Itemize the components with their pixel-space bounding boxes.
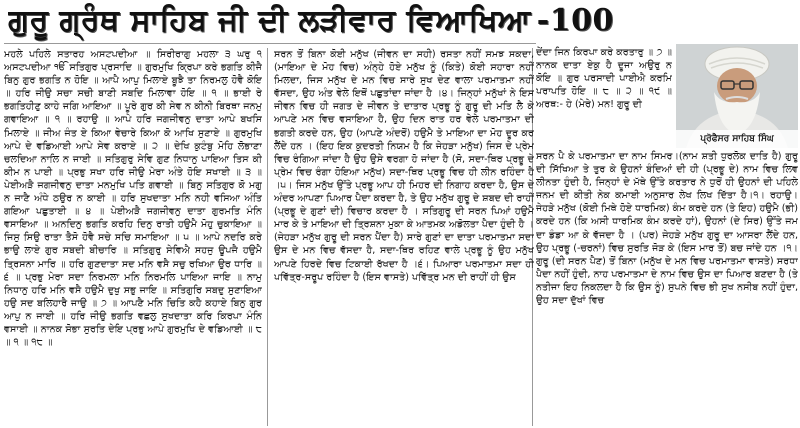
title-divider: [4, 43, 536, 44]
series-title: ਗੁਰੂ ਗ੍ਰੰਥ ਸਾਹਿਬ ਜੀ ਦੀ ਲੜੀਵਾਰ ਵਿਆਖਿਆ: [8, 3, 531, 38]
meaning-text: ਸਰਨ ਤੋਂ ਬਿਨਾ ਕੋਈ ਮਨੁੱਖ (ਜੀਵਨ ਦਾ ਸਹੀ) ਰਸਤਾ ਨਹੀਂ ਸਮਝ ਸਕਦਾ, (ਮਾਇਆ ਦੇ ਮੋਹ ਵਿਚ) ਅੰਨ੍ਹੇ ਹੋਏ ਮਨੁੱਖ ਨੂੰ (ਕਿਤੇ) ਕੋਈ ਸਹਾਰਾ ਨਹੀਂ ਮਿਲਦਾ, ਜਿਸ ਮਨੁੱਖ ਦੇ ਮਨ ਵਿਚ ਸਾਰੇ ਸੁਖ ਦੇਣ ਵਾਲਾ ਪਰਮਾਤਮਾ ਨਹੀਂ ਵੱਸਦਾ, ਉਹ ਅੰਤ ਵੇਲੇ ਇਥੋਂ ਪਛੁਤਾਂਦਾ ਜਾਂਦਾ ਹੈ ।੪। ਜਿਨ੍ਹਾਂ ਮਨੁੱਖਾਂ ਨੇ ਇਸ ਜੀਵਨ ਵਿਚ ਹੀ ਜਗਤ ਦੇ ਜੀਵਨ ਤੇ ਦਾਤਾਰ ਪ੍ਰਭੂ ਨੂੰ ਗੁਰੂ ਦੀ ਮਤਿ ਲੈ ਕੇ ਆਪਣੇ ਮਨ ਵਿਚ ਵਸਾਇਆ ਹੈ, ਉਹ ਦਿਨ ਰਾਤ ਹਰ ਵੇਲੇ ਪਰਮਾਤਮਾ ਦੀ ਭਗਤੀ ਕਰਦੇ ਹਨ, ਉਹ (ਆਪਣੇ ਅੰਦਰੋਂ) ਹਉਮੈ ਤੇ ਮਾਇਆ ਦਾ ਮੋਹ ਦੂਰ ਕਰ ਲੈਂਦੇ ਹਨ । (ਇਹ ਇਕ ਕੁਦਰਤੀ ਨਿਯਮ ਹੈ ਕਿ ਜੇਹੜਾ ਮਨੁੱਖ) ਜਿਸ ਦੇ ਪ੍ਰੇਮ ਵਿਚ ਰੰਗਿਆ ਜਾਂਦਾ ਹੈ ਉਹ ਉਸੇ ਵਰਗਾ ਹੋ ਜਾਂਦਾ ਹੈ (ਸੋ, ਸਦਾ-ਥਿਰ ਪ੍ਰਭੂ ਦੇ ਪ੍ਰੇਮ ਵਿਚ ਰੰਗਾ ਹੋਇਆ ਮਨੁੱਖ) ਸਦਾ-ਥਿਰ ਪ੍ਰਭੂ ਵਿਚ ਹੀ ਲੀਨ ਰਹਿੰਦਾ ਹੈ ।੫। ਜਿਸ ਮਨੁੱਖ ਉੱਤੇ ਪ੍ਰਭੂ ਆਪ ਹੀ ਮਿਹਰ ਦੀ ਨਿਗਾਹ ਕਰਦਾ ਹੈ, ਉਸ ਦੇ ਅੰਦਰ ਆਪਣਾ ਪਿਆਰ ਪੈਦਾ ਕਰਦਾ ਹੈ, ਤੇ ਉਹ ਮਨੁੱਖ ਗੁਰੂ ਦੇ ਸ਼ਬਦ ਦੀ ਰਾਹੀਂ (ਪ੍ਰਭੂ ਦੇ ਗੁਣਾਂ ਦੀ) ਵਿਚਾਰ ਕਰਦਾ ਹੈ । ਸਤਿਗੁਰੂ ਦੀ ਸਰਨ ਪਿਆਂ ਹਉਮੈ ਮਾਰ ਕੇ ਤੇ ਮਾਇਆ ਦੀ ਤ੍ਰਿਸ਼ਨਾ ਮੁਕਾ ਕੇ ਆਤਮਕ ਅਡੋਲਤਾ ਪੈਦਾ ਹੁੰਦੀ ਹੈ । (ਜੇਹੜਾ ਮਨੁੱਖ ਗੁਰੂ ਦੀ ਸਰਨ ਪੈਂਦਾ ਹੈ) ਸਾਰੇ ਗੁਣਾਂ ਦਾ ਦਾਤਾ ਪਰਮਾਤਮਾ ਸਦਾ ਉਸ ਦੇ ਮਨ ਵਿਚ ਵੱਸਦਾ ਹੈ, ਸਦਾ-ਥਿਰ ਰਹਿਣ ਵਾਲੇ ਪ੍ਰਭੂ ਨੂੰ ਉਹ ਮਨੁੱਖ ਆਪਣੇ ਹਿਰਦੇ ਵਿਚ ਟਿਕਾਈ ਰੱਖਦਾ ਹੈ ।੬। ਪਿਆਰਾ ਪਰਮਾਤਮਾ ਸਦਾ ਹੀ ਪਵਿੱਤ੍ਰ-ਸਰੂਪ ਰਹਿੰਦਾ ਹੈ (ਇਸ ਵਾਸਤੇ) ਪਵਿੱਤ੍ਰ ਮਨ ਦੀ ਰਾਹੀਂ ਹੀ ਉਸ: [274, 49, 534, 283]
page-title: [8, 0, 798, 42]
gurbani-continuation-text: ਦੇਂਦਾ ਜਿਨ ਕਿਰਪਾ ਕਰੇ ਕਰਤਾਰੁ ॥ ੭ ॥ ਨਾਨਕ ਦਾਤਾ ਏਕੁ ਹੈ ਦੂਜਾ ਅਉਰੁ ਨ ਕੋਇ ॥ ਗੁਰ ਪਰਸਾਦੀ ਪਾਈਐ ਕਰਮਿ ਪਰਾਪਤਿ ਹੋਇ ॥ ੮ ॥ ੨ ॥ ੧੯ ॥ ਅਰਥ:- ਹੇ (ਮੇਰੇ) ਮਨ! ਗੁਰੂ ਦੀ: [536, 47, 672, 111]
episode-number: -100: [536, 3, 614, 38]
gurbani-continuation-column: [536, 46, 672, 150]
author-photo: [676, 44, 798, 148]
gurbani-text-column: [4, 48, 262, 426]
author-photo-caption: ਪ੍ਰੋਫੈਸਰ ਸਾਹਿਬ ਸਿੰਘ: [676, 130, 798, 148]
meaning-text-column: [274, 48, 534, 426]
meaning-continuation-text: ਸਰਨ ਪੈ ਕੇ ਪਰਮਾਤਮਾ ਦਾ ਨਾਮ ਸਿਮਰ।(ਨਾਮ ਸ਼ਤੀ ਧੁਰਲੋਕ ਦਾਤਿ ਹੈ) ਗੁਰੂ ਦੀ ਸਿੱਖਿਆ ਤੇ ਤੁਰ ਕੇ ਉਹਨਾਂ ਬੰਦਿਆਂ ਦੀ ਹੀ (ਪ੍ਰਭੂ ਦੇ) ਨਾਮ ਵਿਚ ਲਿਵ ਲੀਨਤਾ ਹੁੰਦੀ ਹੈ, ਜਿਨ੍ਹਾਂ ਦੇ ਮੱਥੇ ਉੱਤੇ ਕਰਤਾਰ ਨੇ ਧੁਰੋਂ ਹੀ ਉਹਨਾਂ ਦੀ ਪਹਿਲੇ ਜਨਮ ਦੀ ਕੀਤੀ ਨੇਕ ਕਮਾਈ ਅਨੁਸਾਰ ਲੇਖ ਲਿਖ ਦਿੱਤਾ ਹੈ।੧। ਰਹਾਉ। ਜੇਹੜੇ ਮਨੁੱਖ (ਕੋਈ ਮਿਥੇ ਹੋਏ ਧਾਰਮਿਕ) ਕੰਮ ਕਰਦੇ ਹਨ (ਤੇ ਇਹ) ਹਉਮੈ (ਭੀ) ਕਰਦੇ ਹਨ (ਕਿ ਅਸੀ ਧਾਰਮਿਕ ਕੰਮ ਕਰਦੇ ਹਾਂ), ਉਹਨਾਂ (ਦੇ ਸਿਰ) ਉੱਤੇ ਜਮ ਦਾ ਡੰਡਾ ਆ ਕੇ ਵੱਜਦਾ ਹੈ । (ਪਰ) ਜੇਹੜੇ ਮਨੁੱਖ ਗੁਰੂ ਦਾ ਆਸਰਾ ਲੈਂਦੇ ਹਨ, ਉਹ ਪ੍ਰਭੂ (-ਚਰਨਾਂ) ਵਿਚ ਸੁਰਤਿ ਜੋੜ ਕੇ (ਇਸ ਮਾਰ ਤੋਂ) ਬਚ ਜਾਂਦੇ ਹਨ ।੧। ਗੁਰੂ (ਦੀ ਸਰਨ ਪੈਣ) ਤੋਂ ਬਿਨਾ (ਮਨੁੱਖ ਦੇ ਮਨ ਵਿਚ ਪਰਮਾਤਮਾ ਵਾਸਤੇ) ਸਰਧਾ ਪੈਦਾ ਨਹੀਂ ਹੁੰਦੀ, ਨਾਹ ਪਰਮਾਤਮਾ ਦੇ ਨਾਮ ਵਿਚ ਉਸ ਦਾ ਪਿਆਰ ਬਣਦਾ ਹੈ (ਤੇ ਨਤੀਜਾ ਇਹ ਨਿਕਲਦਾ ਹੈ ਕਿ ਉਸ ਨੂੰ) ਸੁਪਨੇ ਵਿਚ ਭੀ ਸੁਖ ਨਸੀਬ ਨਹੀਂ ਹੁੰਦਾ, ਉਹ ਸਦਾ ਦੁੱਖਾਂ ਵਿਚ: [536, 151, 798, 307]
meaning-continuation-column: [536, 150, 798, 426]
gurbani-text: ਮਹਲੇ ਪਹਿਲੇ ਸਤਾਰਹ ਅਸਟਪਦੀਆ ॥ ਸਿਰੀਰਾਗੁ ਮਹਲਾ ੩ ਘਰੁ ੧ ਅਸਟਪਦੀਆ ੴ ਸਤਿਗੁਰ ਪ੍ਰਸਾਦਿ ॥ ਗੁਰਮੁਖਿ ਕ੍ਰਿਪਾ ਕਰੇ ਭਗਤਿ ਕੀਜੈ ਬਿਨੁ ਗੁਰ ਭਗਤਿ ਨ ਹੋਇ ॥ ਆਪੈ ਆਪੁ ਮਿਲਾਏ ਬੂਝੈ ਤਾ ਨਿਰਮਲੁ ਹੋਵੈ ਕੋਇ ॥ ਹਰਿ ਜੀਉ ਸਚਾ ਸਚੀ ਬਾਣੀ ਸਬਦਿ ਮਿਲਾਵਾ ਹੋਇ ॥ ੧ ॥ ਭਾਈ ਰੇ ਭਗਤਿਹੀਣੁ ਕਾਹੇ ਜਗਿ ਆਇਆ ॥ ਪੂਰੇ ਗੁਰ ਕੀ ਸੇਵ ਨ ਕੀਨੀ ਬਿਰਥਾ ਜਨਮੁ ਗਵਾਇਆ ॥ ੧ ॥ ਰਹਾਉ ॥ ਆਪੇ ਹਰਿ ਜਗਜੀਵਨੁ ਦਾਤਾ ਆਪੇ ਬਖਸਿ ਮਿਲਾਏ ॥ ਜੀਅ ਜੰਤ ਏ ਕਿਆ ਵੇਚਾਰੇ ਕਿਆ ਕੋ ਆਖਿ ਸੁਣਾਏ ॥ ਗੁਰਮੁਖਿ ਆਪੇ ਦੇ ਵਡਿਆਈ ਆਪੇ ਸੇਵ ਕਰਾਏ ॥ ੨ ॥ ਦੇਖਿ ਕੁਟੰਬੁ ਮੋਹਿ ਲੋਭਾਣਾ ਚਲਦਿਆ ਨਾਲਿ ਨ ਜਾਈ ॥ ਸਤਿਗੁਰੁ ਸੇਵਿ ਗੁਣ ਨਿਧਾਨੁ ਪਾਇਆ ਤਿਸ ਕੀ ਕੀਮ ਨ ਪਾਈ ॥ ਪ੍ਰਭੁ ਸਖਾ ਹਰਿ ਜੀਉ ਮੇਰਾ ਅੰਤੇ ਹੋਇ ਸਖਾਈ ॥ ੩ ॥ ਪੇਈਅੜੈ ਜਗਜੀਵਨੁ ਦਾਤਾ ਮਨਮੁਖਿ ਪਤਿ ਗਵਾਈ ॥ ਬਿਨੁ ਸਤਿਗੁਰ ਕੋ ਮਗੁ ਨ ਜਾਣੈ ਅੰਧੇ ਠਉਰ ਨ ਕਾਈ ॥ ਹਰਿ ਸੁਖਦਾਤਾ ਮਨਿ ਨਹੀ ਵਸਿਆ ਅੰਤਿ ਗਇਆ ਪਛੁਤਾਈ ॥ ੪ ॥ ਪੇਈਅੜੈ ਜਗਜੀਵਨੁ ਦਾਤਾ ਗੁਰਮਤਿ ਮੰਨਿ ਵਸਾਇਆ ॥ ਅਨਦਿਨੁ ਭਗਤਿ ਕਰਹਿ ਦਿਨੁ ਰਾਤੀ ਹਉਮੈ ਮੋਹੁ ਚੁਕਾਇਆ ॥ ਜਿਸੁ ਸਿਉ ਰਾਤਾ ਤੈਸੋ ਹੋਵੈ ਸਚੇ ਸਚਿ ਸਮਾਇਆ ॥ ੫ ॥ ਆਪੇ ਨਦਰਿ ਕਰੇ ਭਾਉ ਲਾਏ ਗੁਰ ਸਬਦੀ ਬੀਚਾਰਿ ॥ ਸਤਿਗੁਰੁ ਸੇਵਿਐ ਸਹਜੁ ਊਪਜੈ ਹਉਮੈ ਤ੍ਰਿਸਨਾ ਮਾਰਿ ॥ ਹਰਿ ਗੁਣਦਾਤਾ ਸਦ ਮਨਿ ਵਸੈ ਸਚੁ ਰਖਿਆ ਉਰ ਧਾਰਿ ॥ ੬ ॥ ਪ੍ਰਭੁ ਮੇਰਾ ਸਦਾ ਨਿਰਮਲਾ ਮਨਿ ਨਿਰਮਲਿ ਪਾਇਆ ਜਾਇ ॥ ਨਾਮੁ ਨਿਧਾਨੁ ਹਰਿ ਮਨਿ ਵਸੈ ਹਉਮੈ ਦੁਖੁ ਸਭੁ ਜਾਇ ॥ ਸਤਿਗੁਰਿ ਸਬਦੁ ਸੁਣਾਇਆ ਹਉ ਸਦ ਬਲਿਹਾਰੈ ਜਾਉ ॥ ੭ ॥ ਆਪਣੈ ਮਨਿ ਚਿਤਿ ਕਹੈ ਕਹਾਏ ਬਿਨੁ ਗੁਰ ਆਪੁ ਨ ਜਾਈ ॥ ਹਰਿ ਜੀਉ ਭਗਤਿ ਵਛਲੁ ਸੁਖਦਾਤਾ ਕਰਿ ਕਿਰਪਾ ਮੰਨਿ ਵਸਾਈ ॥ ਨਾਨਕ ਸੋਭਾ ਸੁਰਤਿ ਦੇਇ ਪ੍ਰਭੁ ਆਪੇ ਗੁਰਮੁਖਿ ਦੇ ਵਡਿਆਈ ॥ ੮ ॥ ੧ ॥ ੧੮ ॥: [4, 49, 262, 349]
column-divider-1: [267, 48, 268, 426]
